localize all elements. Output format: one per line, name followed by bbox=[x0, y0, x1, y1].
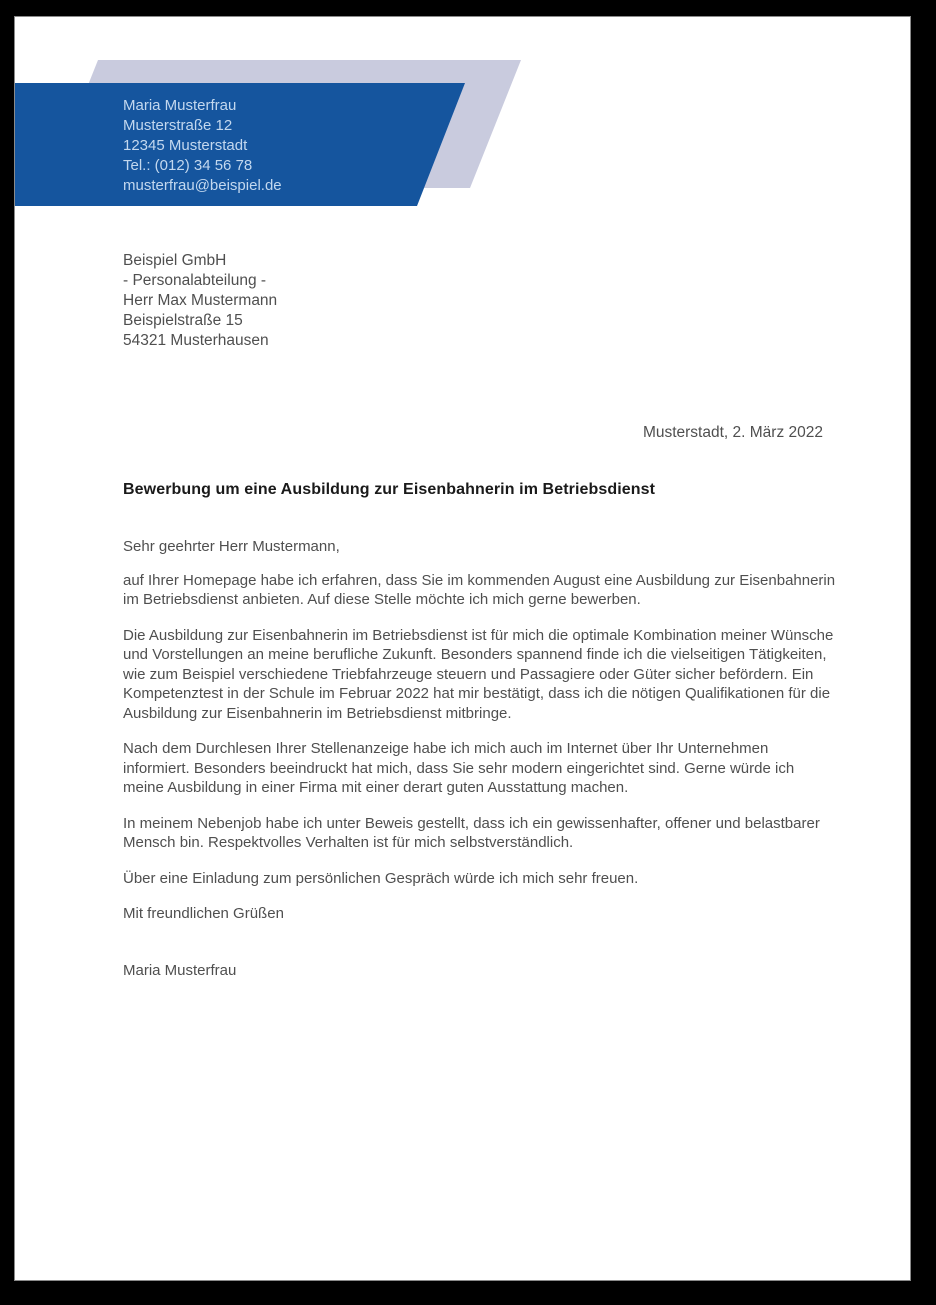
paragraph-5: Über eine Einladung zum persönlichen Gespräch würde ich mich sehr freuen. bbox=[123, 869, 639, 887]
letter-page bbox=[15, 17, 910, 1280]
signature-name: Maria Musterfrau bbox=[123, 961, 237, 979]
recipient-contact: Herr Max Mustermann bbox=[123, 292, 278, 309]
paragraph-1: auf Ihrer Homepage habe ich erfahren, dass Sie im kommenden August eine Ausbildung zur Eisenbahnerin im Betriebsdienst anbieten. Auf diese Stelle möchte ich mich gerne bewerben. bbox=[123, 571, 836, 608]
recipient-address-block bbox=[123, 251, 277, 351]
paragraph-3: Nach dem Durchlesen Ihrer Stellenanzeige habe ich mich auch im Internet über Ihr Unternehmen informiert. Besonders beeindruckt hat mich, dass Sie sehr modern eingerichtet sind. Gerne würde ich meine Ausbildung in einer Firma mit einer derart guten Ausstattung machen. bbox=[123, 740, 795, 796]
paragraph-2: Die Ausbildung zur Eisenbahnerin im Betriebsdienst ist für mich die optimale Kombination meiner Wünsche und Vorstellungen an meine berufliche Zukunft. Besonders spannend finde ich die vielseitigen Tätigkeiten, wie zum Beispiel verschiedene Triebfahrzeuge steuern und Passagiere oder Güter sicher befördern. Ein Kompetenztest in der Schule im Februar 2022 hat mir bestätigt, dass ich die nötigen Qualifikationen für die Ausbildung zur Eisenbahnerin im Betriebsdienst mitbringe. bbox=[123, 626, 834, 722]
date-line: Musterstadt, 2. März 2022 bbox=[642, 424, 823, 441]
sender-name: Maria Musterfrau bbox=[123, 97, 237, 114]
recipient-department: - Personalabteilung - bbox=[123, 272, 267, 289]
sender-phone: Tel.: (012) 34 56 78 bbox=[123, 157, 253, 174]
subject-line: Bewerbung um eine Ausbildung zur Eisenbahnerin im Betriebsdienst bbox=[123, 481, 656, 498]
sender-street: Musterstraße 12 bbox=[123, 117, 233, 134]
recipient-street: Beispielstraße 15 bbox=[123, 312, 243, 329]
paragraph-4: In meinem Nebenjob habe ich unter Beweis gestellt, dass ich ein gewissenhafter, offener und belastbarer Mensch bin. Respektvolles Verhalten ist für mich selbstverständlich. bbox=[123, 814, 820, 851]
sender-address-block bbox=[123, 96, 282, 196]
letter-body bbox=[123, 537, 837, 980]
sender-email: musterfrau@beispiel.de bbox=[123, 177, 282, 194]
closing-formula: Mit freundlichen Grüßen bbox=[123, 905, 284, 922]
recipient-company: Beispiel GmbH bbox=[123, 252, 227, 269]
sender-city: 12345 Musterstadt bbox=[123, 137, 248, 154]
recipient-city: 54321 Musterhausen bbox=[123, 332, 269, 349]
salutation: Sehr geehrter Herr Mustermann, bbox=[123, 538, 340, 555]
